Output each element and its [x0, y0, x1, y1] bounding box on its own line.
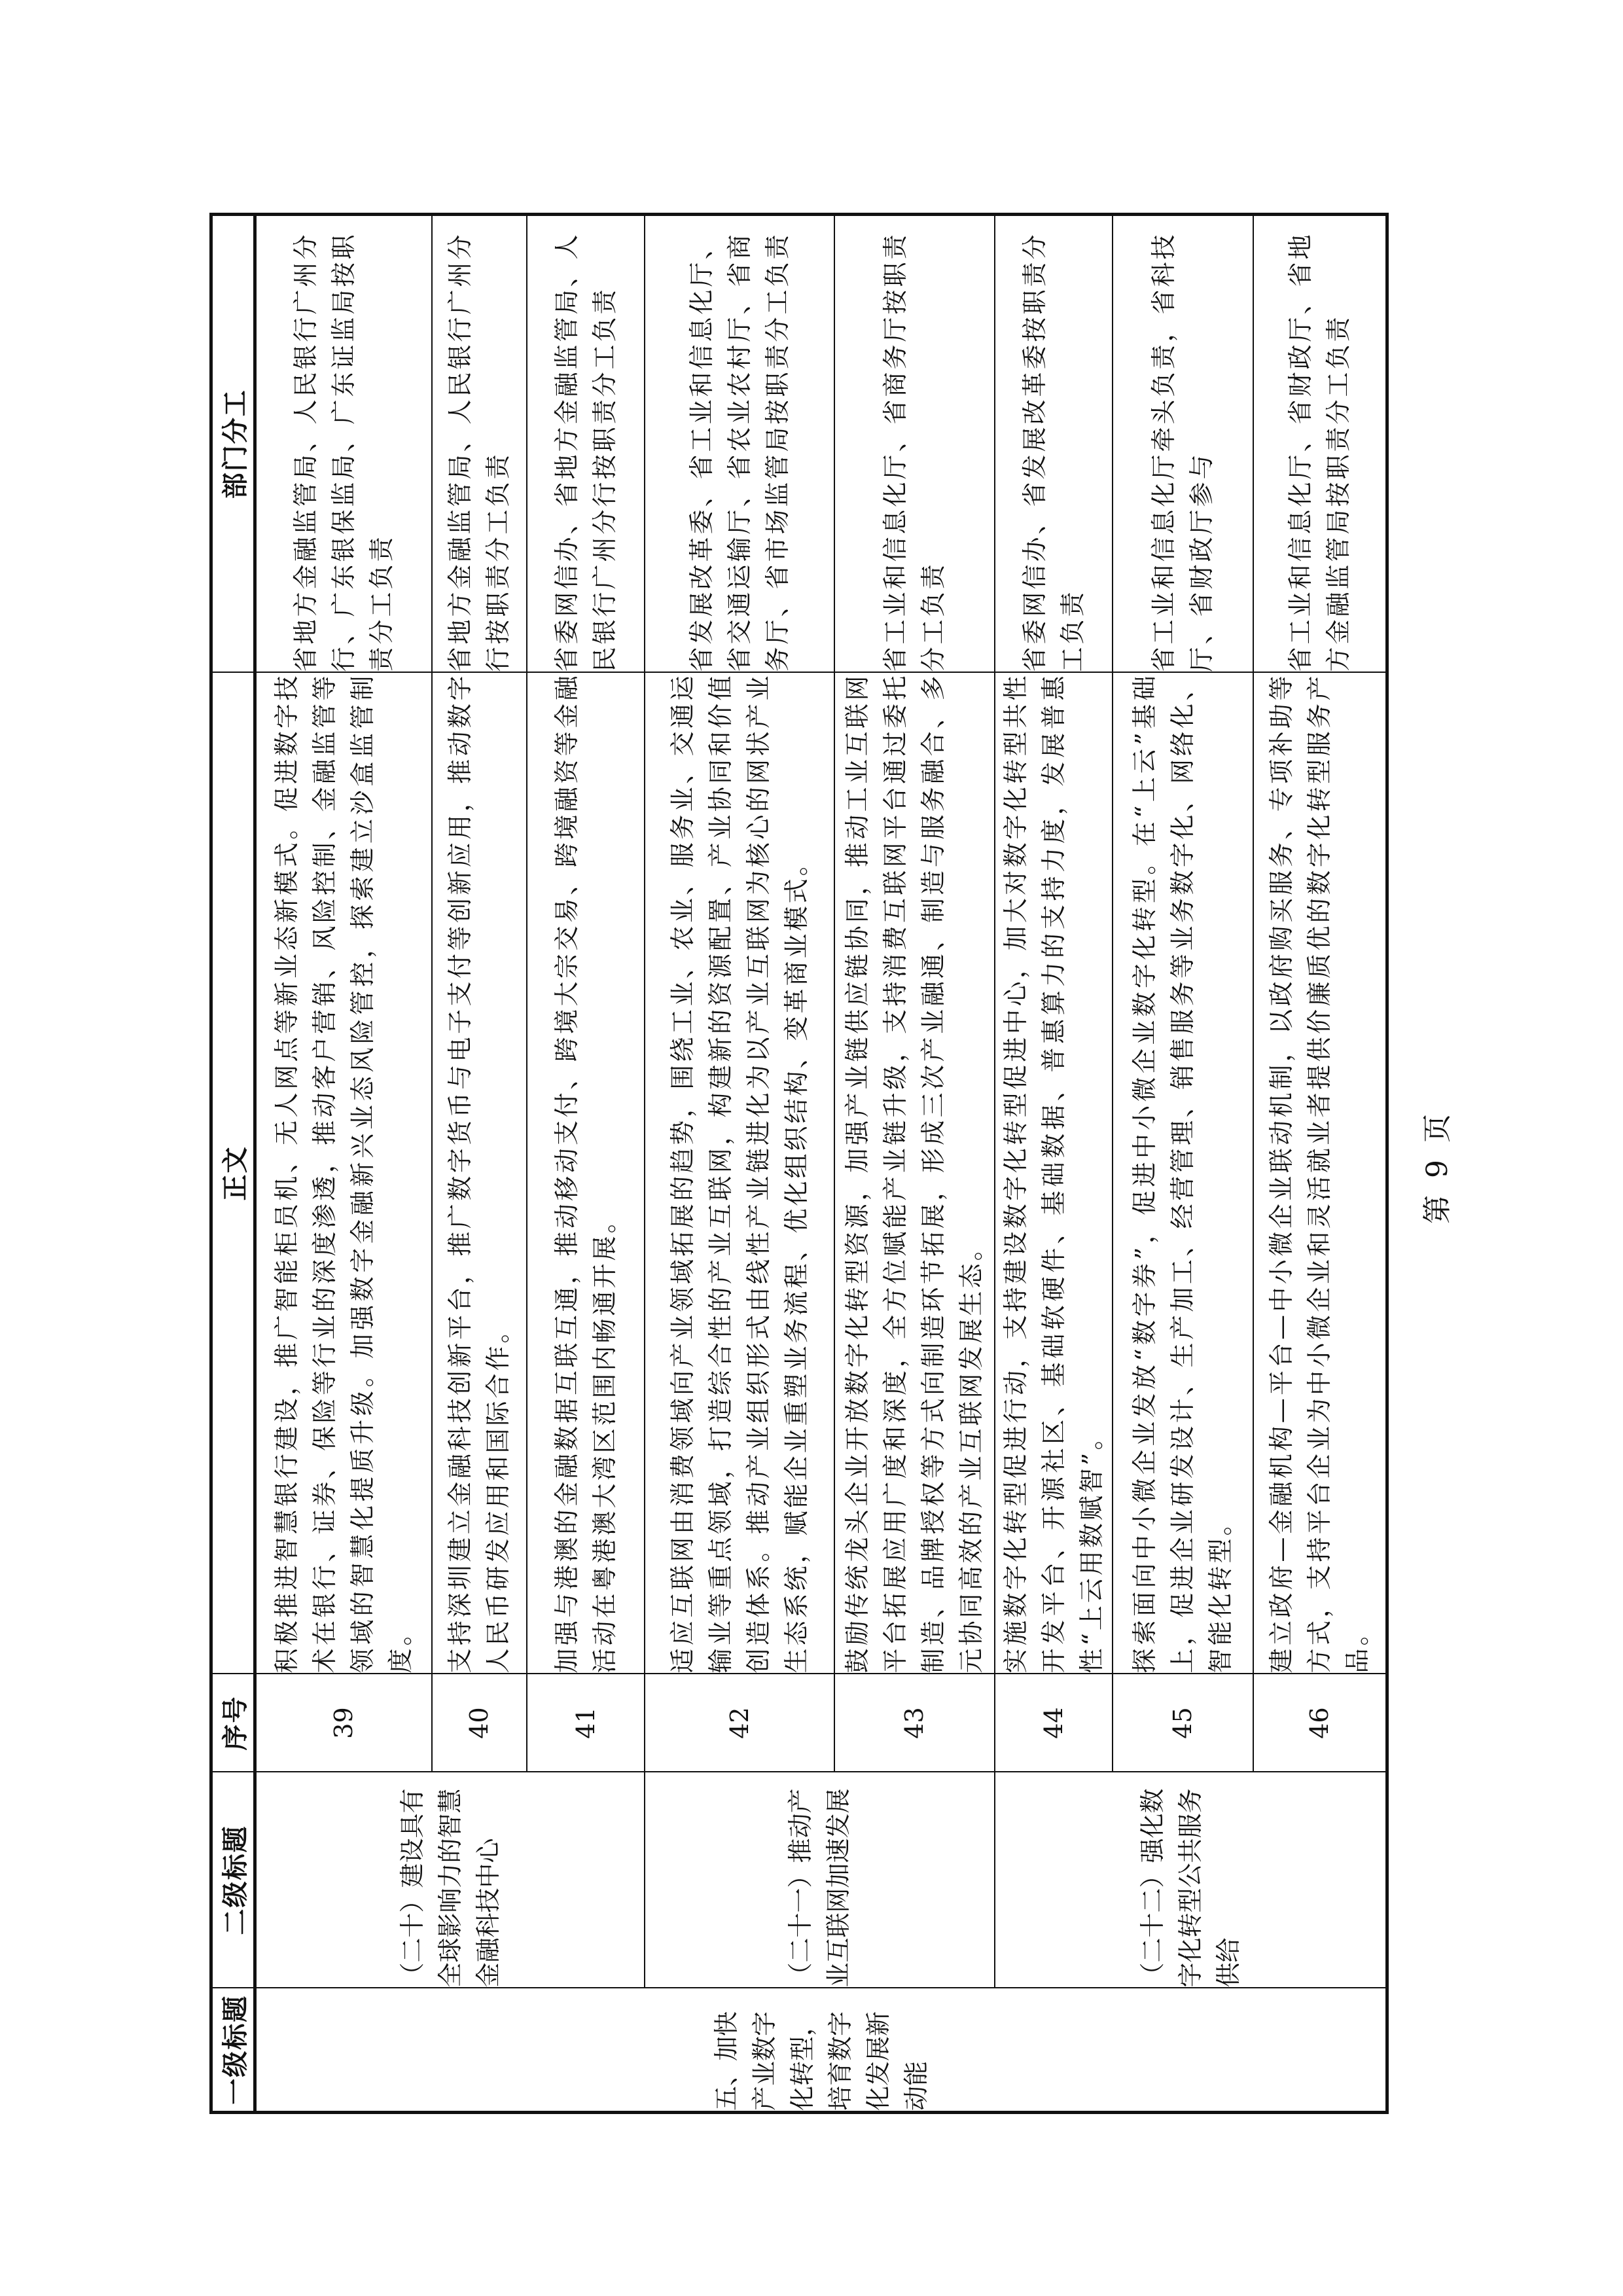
level2-title-cell: （二十）建设具有全球影响力的智慧金融科技中心: [255, 1772, 645, 1988]
dept-cell: 省地方金融监管局、人民银行广州分行按职责分工负责: [432, 215, 527, 673]
dept-cell: 省工业和信息化厅牵头负责，省科技厅、省财政厅参与: [1113, 215, 1253, 673]
body-cell: 实施数字化转型促进行动，支持建设数字化转型促进中心，加大对数字化转型共性开发平台、开源社区、基础软硬件、基础数据、普惠算力的支持力度，发展普惠性“上云用数赋智”。: [995, 673, 1113, 1674]
body-cell: 加强与港澳的金融数据互联互通，推动移动支付、跨境大宗交易、跨境融资等金融活动在粤港澳大湾区范围内畅通开展。: [527, 673, 645, 1674]
dept-cell: 省发展改革委、省工业和信息化厅、省交通运输厅、省农业农村厅、省商务厅、省市场监管局按职责分工负责: [645, 215, 834, 673]
dept-cell: 省委网信办、省地方金融监管局、人民银行广州分行按职责分工负责: [527, 215, 645, 673]
rotated-table-container: [209, 216, 1384, 2114]
body-cell: 建立政府—金融机构—平台—中小微企业联动机制，以政府购买服务、专项补助等方式，支持平台企业为中小微企业和灵活就业者提供价廉质优的数字化转型服务产品。: [1253, 673, 1387, 1674]
header-dept: 部门分工: [211, 215, 255, 673]
table-row: [995, 215, 1113, 2113]
seq-cell: 40: [432, 1674, 527, 1772]
dept-cell: 省工业和信息化厅、省商务厅按职责分工负责: [834, 215, 995, 673]
header-body: 正文: [211, 673, 255, 1674]
body-cell: 积极推进智慧银行建设，推广智能柜员机、无人网点等新业态新模式。促进数字技术在银行、证券、保险等行业的深度渗透，推动客户营销、风险控制、金融监管等领域的智慧化提质升级。加强数字金融新兴业态风险管控，探索建立沙盒监管制度。: [255, 673, 432, 1674]
seq-cell: 46: [1253, 1674, 1387, 1772]
level2-title-cell: （二十二）强化数字化转型公共服务供给: [995, 1772, 1387, 1988]
seq-cell: 41: [527, 1674, 645, 1772]
task-division-table: [209, 213, 1389, 2114]
dept-cell: 省委网信办、省发展改革委按职责分工负责: [995, 215, 1113, 673]
body-cell: 支持深圳建立金融科技创新平台，推广数字货币与电子支付等创新应用，推动数字人民币研发应用和国际合作。: [432, 673, 527, 1674]
level2-title-cell: （二十一）推动产业互联网加速发展: [645, 1772, 995, 1988]
seq-cell: 39: [255, 1674, 432, 1772]
level1-title-cell: 五、加快产业数字化转型，培育数字化发展新动能: [255, 1988, 1387, 2113]
seq-cell: 45: [1113, 1674, 1253, 1772]
seq-cell: 44: [995, 1674, 1113, 1772]
table-row: [645, 215, 834, 2113]
body-cell: 探索面向中小微企业发放“数字券”，促进中小微企业数字化转型。在“上云”基础上，促进企业研发设计、生产加工、经营管理、销售服务等业务数字化、网络化、智能化转型。: [1113, 673, 1253, 1674]
header-seq: 序号: [211, 1674, 255, 1772]
page-number: 第 9 页: [1421, 1110, 1454, 1224]
dept-cell: 省工业和信息化厅、省财政厅、省地方金融监管局按职责分工负责: [1253, 215, 1387, 673]
table-header-row: [211, 215, 255, 2113]
seq-cell: 43: [834, 1674, 995, 1772]
header-level1-title: 一级标题: [211, 1988, 255, 2113]
dept-cell: 省地方金融监管局、人民银行广州分行、广东银保监局、广东证监局按职责分工负责: [255, 215, 432, 673]
table-row: [255, 215, 432, 2113]
body-cell: 鼓励传统龙头企业开放数字化转型资源，加强产业链供应链协同，推动工业互联网平台拓展应用广度和深度，全方位赋能产业链升级，支持消费互联网平台通过委托制造、品牌授权等方式向制造环节拓展，形成三次产业融通、制造与服务融合、多元协同高效的产业互联网发展生态。: [834, 673, 995, 1674]
seq-cell: 42: [645, 1674, 834, 1772]
body-cell: 适应互联网由消费领域向产业领域拓展的趋势，围绕工业、农业、服务业、交通运输业等重点领域，打造综合性的产业互联网，构建新的资源配置、产业协同和价值创造体系。推动产业组织形式由线性产业链进化为以产业互联网为核心的网状产业生态系统，赋能企业重塑业务流程、优化组织结构、变革商业模式。: [645, 673, 834, 1674]
header-level2-title: 二级标题: [211, 1772, 255, 1988]
